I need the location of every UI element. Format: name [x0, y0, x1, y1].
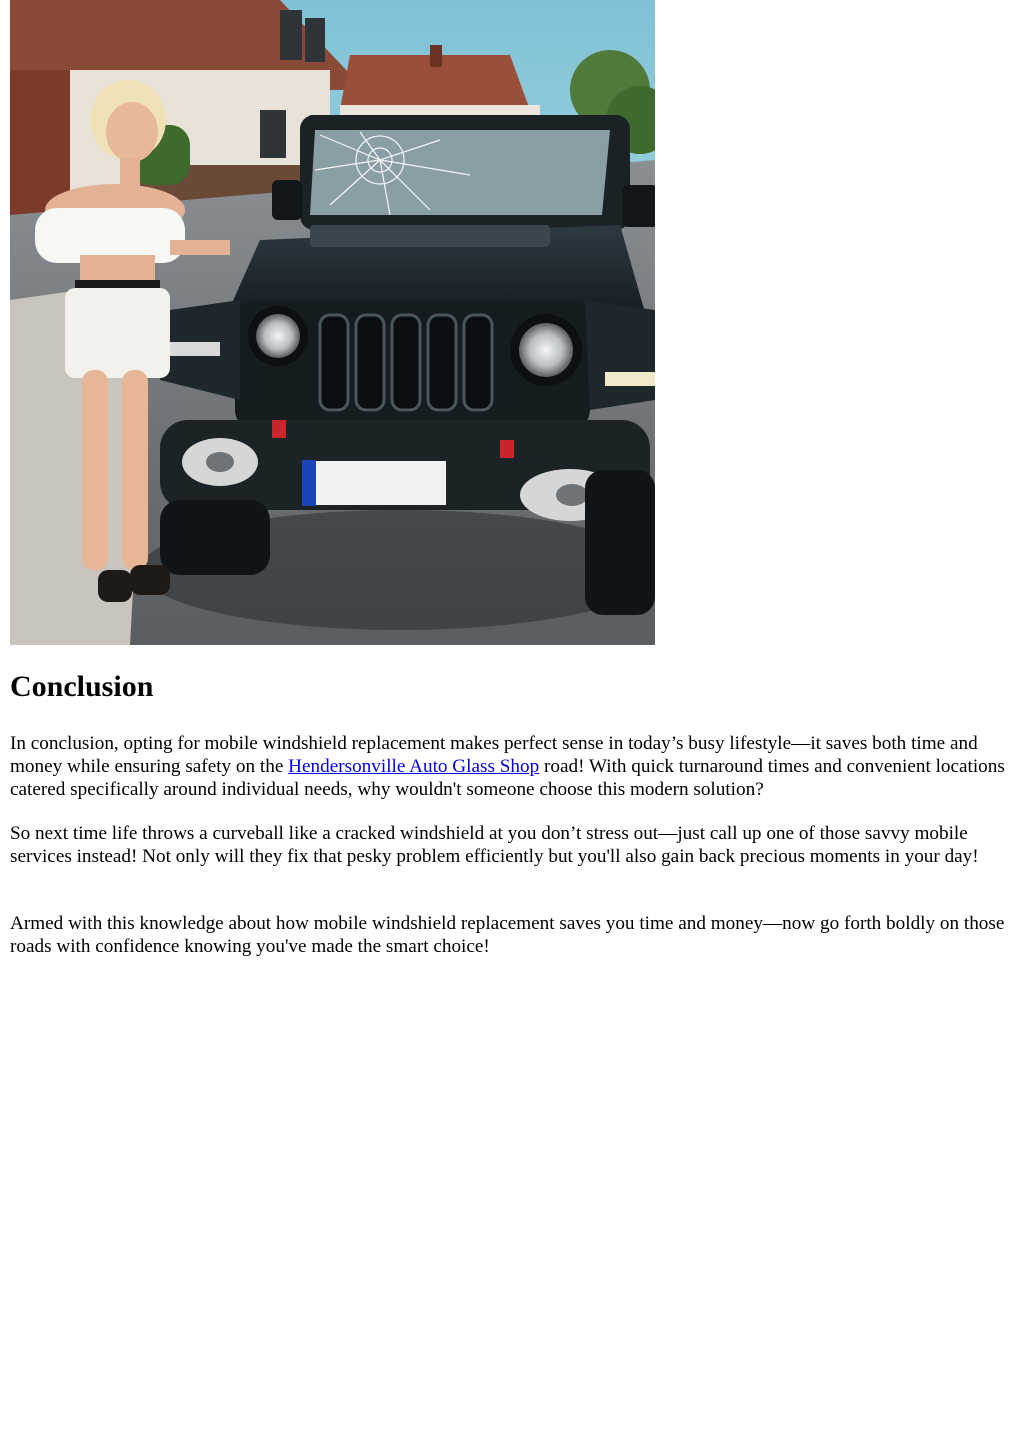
- paragraph-curveball: So next time life throws a curveball like a cracked windshield at you don’t stress out—just call up one of those savvy mobile services instead! Not only will they fix that pesky problem efficiently but you'll also gain back precious moments in your day!: [10, 823, 979, 867]
- hero-image-illustration: [10, 0, 655, 645]
- paragraph-armed: Armed with this knowledge about how mobile windshield replacement saves you time and money—now go forth boldly on those roads with confidence knowing you've made the smart choice!: [10, 913, 1005, 957]
- paragraph-text: In conclusion, opting for mobile windshield replacement makes perfect sense in today’s busy lifestyle—it saves both time and money while ensuring safety on the: [10, 733, 978, 777]
- hendersonville-auto-glass-link[interactable]: Hendersonville Auto Glass Shop: [288, 756, 540, 777]
- hero-image: [10, 0, 655, 645]
- paragraph-conclusion: [10, 732, 1014, 801]
- section-heading: Conclusion: [10, 670, 154, 703]
- paragraph-text: road! With quick turnaround times and convenient locations catered specifically around individual needs, why wouldn't someone choose this modern solution?: [10, 756, 1005, 800]
